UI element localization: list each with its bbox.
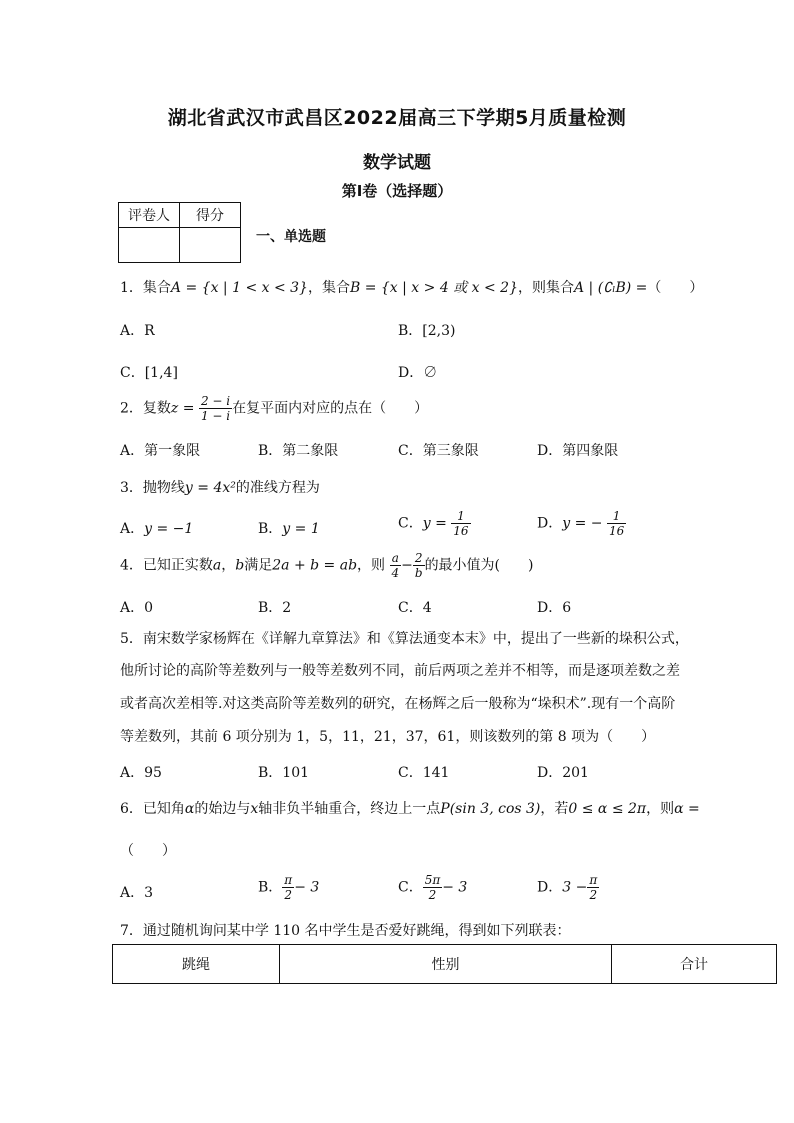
- q1-set-a: A = {x | 1 < x < 3}: [170, 280, 308, 296]
- q2-option-c[interactable]: C．第三象限: [398, 443, 479, 459]
- q6-point: P(sin 3, cos 3): [440, 801, 541, 817]
- q3-option-b-label: B．: [258, 521, 283, 537]
- q6-option-b-num: π: [284, 873, 293, 887]
- q1-mid2: ，则集合: [517, 280, 574, 296]
- q6-x: x: [250, 801, 259, 817]
- page-subtitle: 数学试题: [363, 153, 431, 173]
- score-table: [118, 202, 241, 263]
- score-table-cell-score[interactable]: [180, 228, 241, 263]
- table-row: [113, 945, 777, 984]
- question-7: 7．通过随机询问某中学 110 名中学生是否爱好跳绳，得到如下列联表：: [120, 923, 571, 939]
- question-4: [120, 551, 534, 580]
- q6-option-d-head: 3 −: [562, 879, 588, 896]
- page-title: 湖北省武汉市武昌区2022届高三下学期5月质量检测: [167, 107, 627, 129]
- q1-set-b: B = {x | x > 4 或 x < 2}: [349, 280, 518, 296]
- question-3: [120, 477, 320, 497]
- q4-option-a[interactable]: A．0: [120, 600, 154, 616]
- q3-option-b-math: y = 1: [282, 521, 320, 537]
- q3-prefix: 3．抛物线: [120, 480, 185, 496]
- q4-mid1: ，: [221, 557, 236, 574]
- q6-mid1: 的始边与: [194, 801, 251, 817]
- q3-suffix: 的准线方程为: [235, 480, 320, 496]
- q6-prefix: 6．已知角: [120, 801, 185, 817]
- q6-option-b-fraction: [282, 873, 294, 902]
- q6-option-d-label: D．: [537, 879, 563, 896]
- score-table-header-grader: 评卷人: [119, 203, 180, 228]
- q3-option-d-num: 1: [607, 509, 626, 524]
- q6-mid2: 轴非负半轴重合，终边上一点: [258, 801, 441, 817]
- q1-option-b[interactable]: B．[2,3): [398, 323, 456, 339]
- q3-option-a-math: y = −1: [144, 521, 194, 537]
- q3-option-d-label: D．: [537, 515, 563, 532]
- q6-option-a[interactable]: A．3: [120, 885, 154, 901]
- q3-option-c-lhs: y =: [422, 515, 447, 532]
- q4-prefix: 4．已知正实数: [120, 557, 213, 574]
- q3-option-d-lhs: y = −: [562, 515, 603, 532]
- q1-paren: （ ）: [647, 280, 704, 296]
- q2-suffix: 在复平面内对应的点在（ ）: [232, 400, 429, 417]
- q2-prefix: 2．复数: [120, 400, 171, 417]
- score-table-cell-grader[interactable]: [119, 228, 180, 263]
- q1-prefix: 1．集合: [120, 280, 171, 296]
- q1-option-c[interactable]: C．[1,4]: [120, 365, 178, 381]
- q1-option-a[interactable]: A．R: [120, 323, 155, 339]
- q3-option-c[interactable]: [398, 509, 471, 538]
- q2-z: z =: [170, 400, 195, 417]
- q4-mid3: ，则: [357, 557, 386, 574]
- q4-suffix: 的最小值为( ): [424, 557, 534, 574]
- q3-option-d[interactable]: [537, 509, 626, 538]
- score-table-header-score: 得分: [180, 203, 241, 228]
- q1-mid1: ，集合: [307, 280, 350, 296]
- q5-line-3: 或者高次差相等.对这类高阶等差数列的研究，在杨辉之后一般称为“垛积术”.现有一个高阶: [120, 696, 676, 712]
- q3-option-a[interactable]: [120, 518, 193, 538]
- q2-fraction: [199, 394, 232, 423]
- q2-option-b[interactable]: B．第二象限: [258, 443, 339, 459]
- q3-equation: y = 4x²: [184, 480, 236, 496]
- q4-fraction-1: [390, 551, 402, 580]
- question-1: [120, 277, 703, 297]
- q6-alpha-eq: α =: [674, 801, 700, 817]
- q5-line-2: 他所讨论的高阶等差数列与一般等差数列不同，前后两项之差并不相等，而是逐项差数之差: [120, 663, 680, 679]
- q7-header-jump-rope: 跳绳: [113, 945, 280, 984]
- q6-mid3: ，若: [540, 801, 569, 817]
- q5-option-d[interactable]: D．201: [537, 765, 589, 781]
- q6-option-c-fraction: [423, 873, 443, 902]
- q7-header-gender: 性别: [280, 945, 612, 984]
- q2-option-d[interactable]: D．第四象限: [537, 443, 619, 459]
- q6-option-d-num: π: [589, 873, 598, 887]
- q4-option-c[interactable]: C．4: [398, 600, 432, 616]
- q4-mid2: 满足: [244, 557, 273, 574]
- q4-condition: 2a + b = ab: [272, 557, 358, 574]
- q6-option-d[interactable]: [537, 873, 599, 902]
- q6-option-c-num: 5π: [424, 873, 441, 887]
- q6-option-b-label: B．: [258, 879, 283, 896]
- q2-option-a[interactable]: A．第一象限: [120, 443, 201, 459]
- q6-range: 0 ≤ α ≤ 2π: [568, 801, 647, 817]
- question-6: [120, 798, 700, 818]
- q7-header-total: 合计: [612, 945, 777, 984]
- q4-f2-num: 2: [413, 551, 425, 566]
- q3-option-a-label: A．: [120, 521, 145, 537]
- q1-option-d[interactable]: D．∅: [398, 365, 438, 381]
- q3-option-b[interactable]: [258, 518, 320, 538]
- q6-option-d-den: 2: [589, 888, 598, 902]
- q5-line-1: 5．南宋数学家杨辉在《详解九章算法》和《算法通变本末》中，提出了一些新的垛积公式，: [120, 631, 689, 647]
- q6-option-b-tail: − 3: [294, 879, 320, 896]
- q6-mid4: ，则: [646, 801, 675, 817]
- q2-numerator: 2 − i: [200, 394, 231, 408]
- q4-fraction-2: [413, 551, 425, 580]
- q3-option-c-den: 16: [453, 524, 469, 538]
- q5-option-a[interactable]: A．95: [120, 765, 162, 781]
- q6-paren: （ ）: [120, 843, 176, 859]
- q3-option-d-fraction: [607, 509, 626, 538]
- q5-option-c[interactable]: C．141: [398, 765, 450, 781]
- question-2: [120, 394, 428, 423]
- q5-option-b[interactable]: B．101: [258, 765, 310, 781]
- q4-var-b: b: [235, 557, 245, 574]
- q6-option-b-den: 2: [284, 888, 293, 902]
- q4-f1-num: a: [390, 551, 402, 566]
- q3-option-d-den: 16: [608, 524, 625, 538]
- q6-option-c-den: 2: [428, 888, 437, 902]
- section-heading: 一、单选题: [256, 229, 326, 245]
- q6-alpha: α: [184, 801, 195, 817]
- q3-option-c-fraction: [451, 509, 470, 538]
- q6-option-c-label: C．: [398, 879, 423, 896]
- q4-minus: −: [401, 557, 413, 574]
- q4-option-d[interactable]: D．6: [537, 600, 572, 616]
- q4-option-b[interactable]: B．2: [258, 600, 292, 616]
- q6-option-c-tail: − 3: [442, 879, 468, 896]
- q7-contingency-table: [112, 944, 777, 984]
- q5-line-4: 等差数列，其前 6 项分别为 1，5，11，21，37，61，则该数列的第 8 项为（ ）: [120, 729, 656, 745]
- volume-label: 第I卷（选择题）: [341, 182, 453, 200]
- q4-var-a: a: [212, 557, 222, 574]
- q4-f1-den: 4: [391, 566, 400, 580]
- q3-option-c-label: C．: [398, 515, 423, 532]
- q6-option-b[interactable]: [258, 873, 319, 902]
- q6-option-d-fraction: [587, 873, 599, 902]
- q6-option-c[interactable]: [398, 873, 467, 902]
- q4-f2-den: b: [414, 566, 423, 580]
- q3-option-c-num: 1: [451, 509, 470, 524]
- q2-denominator: 1 − i: [200, 409, 231, 423]
- q1-expr: A | (∁ₗB) =: [573, 280, 648, 296]
